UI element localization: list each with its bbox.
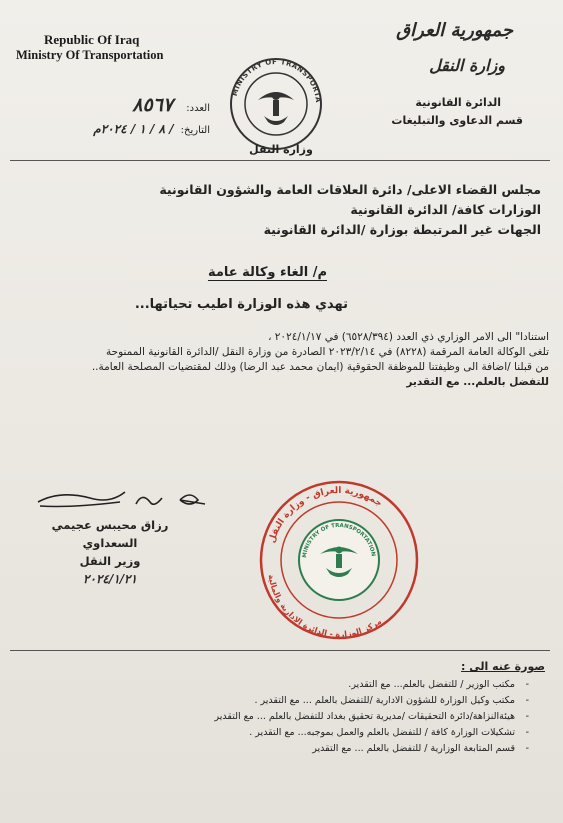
svg-text:مركز الوزارة - الدائرة الاداري: مركز الوزارة - الدائرة الادارية والمالية [266, 573, 384, 640]
addressee-line: الوزارات كافة/ الدائرة القانونية [350, 202, 541, 217]
signature-date: ٢٠٢٤/١/٢١ [83, 572, 137, 586]
copy-recipient: - تشكيلات الوزارة كافة / للتفضل بالعلم والعمل بموجبه... مع التقدير . [29, 726, 529, 739]
closing-line: للتفضل بالعلم... مع التقدير [406, 376, 549, 388]
svg-text:MINISTRY OF TRANSPORTATION: MINISTRY OF TRANSPORTATION [301, 522, 376, 559]
official-red-seal [254, 470, 424, 650]
date-row [40, 122, 210, 136]
header-country-en: Republic Of Iraq [44, 32, 140, 47]
addressee-line: مجلس القضاء الاعلى/ دائرة العلاقات العامة والشؤون القانونية [159, 182, 541, 197]
greeting: تهدي هذه الوزارة اطيب تحياتها... [134, 297, 348, 312]
svg-text:جمهورية العراق - وزارة النقل: جمهورية العراق - وزارة النقل [267, 485, 384, 545]
svg-text:MINISTRY OF TRANSPORTATION: MINISTRY OF TRANSPORTA [230, 57, 323, 103]
body-paragraph: استنادا" الى الامر الوزاري ذي العدد (٦٥٢٨/٣٩٤) في ٢٠٢٤/١/١٧ ، [268, 331, 549, 343]
subject-line: م/ الغاء وكالة عامة [207, 265, 327, 280]
section-name: قسم الدعاوى والتبليغات [391, 114, 523, 127]
handwritten-signature [30, 478, 210, 518]
copy-recipient: - مكتب الوزير / للتفضل بالعلم... مع التقدير. [29, 678, 529, 691]
copies-list [29, 678, 529, 758]
signature-block [30, 516, 190, 588]
number-label: العدد: [186, 103, 210, 114]
copy-recipient: - هيئةالنزاهة/دائرة التحقيقات /مديرية تحقيق بغداد للتفضل بالعلم ... مع التقدير [29, 710, 529, 723]
addressee-line: الجهات غير المرتبطة بوزارة /الدائرة القانونية [263, 222, 541, 237]
copy-recipient: - قسم المتابعة الوزارية / للتفضل بالعلم ... مع التقدير [29, 742, 529, 755]
header-divider [10, 160, 550, 161]
copies-heading: صورة عنه الى : [461, 660, 545, 673]
seal-caption: وزارة النقل [249, 143, 313, 156]
copies-divider [10, 650, 550, 651]
department-name: الدائرة القانونية [415, 96, 501, 109]
header-ministry-ar: وزارة النقل [429, 56, 505, 75]
date-value: / ٨ / ١ / ٢٠٢٤م [93, 122, 174, 136]
addressee-block [21, 180, 541, 240]
ministry-seal [218, 56, 334, 156]
body-paragraph: تلغى الوكالة العامة المرقمة (٨٢٢٨) في ٢٠٢٣/٢/١٤ الصادرة من وزارة النقل /الدائرة القانونية الممنوحة [105, 346, 549, 358]
header-ministry-en: Ministry Of Transportation [16, 48, 164, 62]
header-country-ar: جمهورية العراق [396, 20, 513, 41]
signatory-name: رزاق محيبس عجيمي السعداوي [51, 518, 169, 550]
body-paragraph: من قبلنا /اضافة الى وظيفتنا للموظفة الحقوقية (ايمان محمد عبد الرضا) وذلك لمقتضيات المصلحة العامة.. [91, 361, 549, 373]
letter-body [9, 330, 549, 390]
number-row [60, 94, 210, 116]
signatory-title: وزير النقل [79, 554, 141, 568]
copy-recipient: - مكتب وكيل الوزارة للشؤون الادارية /للتفضل بالعلم ... مع التقدير . [29, 694, 529, 707]
number-value: ٨٥٦٧ [132, 94, 174, 116]
date-label: التاريخ: [180, 125, 210, 136]
